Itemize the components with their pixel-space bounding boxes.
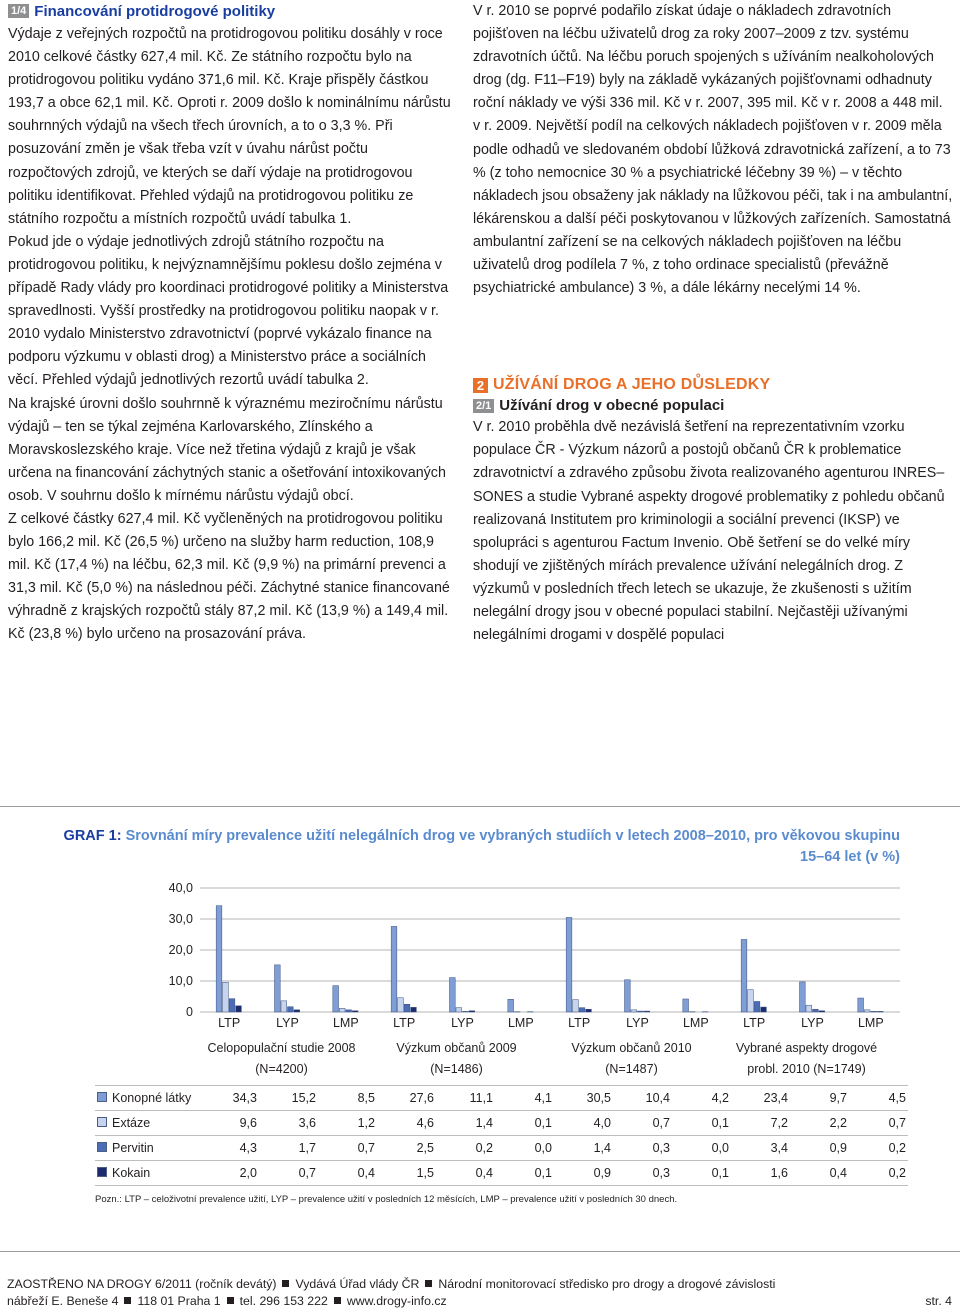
table-cell: 4,1 xyxy=(495,1086,554,1111)
table-cell: 0,0 xyxy=(495,1136,554,1161)
bar-kokain xyxy=(411,1007,417,1012)
graph-title xyxy=(60,826,900,868)
table-cell: 9,6 xyxy=(200,1111,259,1136)
bar-pervitin xyxy=(754,1001,760,1012)
subsection-title: Užívání drog v obecné populaci xyxy=(499,397,725,415)
table-cell: 0,1 xyxy=(495,1111,554,1136)
right-column xyxy=(473,0,953,647)
series-label xyxy=(95,1136,200,1161)
bar-konopné-látky xyxy=(741,939,747,1012)
bar-konopné-látky xyxy=(566,917,572,1012)
table-cell: 0,2 xyxy=(849,1161,908,1186)
bar-pervitin xyxy=(813,1009,819,1012)
table-cell: 23,4 xyxy=(731,1086,790,1111)
group-label: Výzkum občanů 2010 xyxy=(571,1041,692,1055)
divider-top xyxy=(0,806,960,807)
paragraph: V r. 2010 se poprvé podařilo získat údaje o nákladech zdravotních pojišťoven na léčbu uživatelů drog za roky 2007–2009 z tzv. systému zdravotních účtů. Na léčbu poruch spojených s užíváním nealkoholových drog (dg. F11–F19) byly na základě vykázaných pojišťovnami odhadnuty roční náklady ve výši 336 mil. Kč v r. 2007, 395 mil. Kč v r. 2008 a 448 mil. v r. 2009. Největší podíl na celkových nákladech pojišťoven v r. 2009 měla podle odhadů ve sledovaném období lůžková zdravotnická zařízení, a to 73 % (z toho nemocnice 30 % a psychiatrické léčebny 39 %) – v těchto nákladech jsou obsaženy jak náklady na lůžkovou péči, tak i na ambulantní, lékárenskou a další péči poskytovanou v lůžkových zařízeních. Samostatná ambulantní zařízení se na celkových nákladech pojišťoven na léčbu uživatelů drog podílela 7 %, z toho ordinace specialistů (převážně psychiatrické ambulance) 3 %, a dále lékárny necelými 14 %. xyxy=(473,3,953,297)
y-tick-label: 0 xyxy=(186,1005,193,1019)
y-tick-label: 10,0 xyxy=(168,974,193,988)
legend-swatch xyxy=(97,1167,107,1177)
table-cell: 1,4 xyxy=(436,1111,495,1136)
subsection-badge: 2/1 xyxy=(473,399,494,413)
table-cell: 1,6 xyxy=(731,1161,790,1186)
chapter-heading xyxy=(473,376,953,394)
bar-kokain xyxy=(819,1011,825,1012)
table-cell: 9,7 xyxy=(790,1086,849,1111)
table-cell: 0,2 xyxy=(436,1136,495,1161)
bar-chart xyxy=(0,875,960,1085)
table-row xyxy=(95,1086,908,1111)
footer-city: 118 01 Praha 1 xyxy=(137,1294,221,1308)
bullet-icon xyxy=(425,1280,432,1287)
chapter-number: 2 xyxy=(473,378,488,393)
table-cell: 8,5 xyxy=(318,1086,377,1111)
table-cell: 4,3 xyxy=(200,1136,259,1161)
y-tick-label: 20,0 xyxy=(168,943,193,957)
table-cell: 7,2 xyxy=(731,1111,790,1136)
bullet-icon xyxy=(124,1297,131,1304)
group-sample-size: (N=1487) xyxy=(605,1062,658,1076)
x-tick-label: LMP xyxy=(857,1016,884,1030)
footer-journal: ZAOSTŘENO NA DROGY 6/2011 (ročník devátý) xyxy=(7,1277,277,1291)
legend-swatch xyxy=(97,1092,107,1102)
bar-kokain xyxy=(352,1011,358,1012)
x-tick-label: LYP xyxy=(626,1016,649,1030)
bar-extáze xyxy=(748,990,754,1012)
bar-kokain xyxy=(469,1011,475,1012)
bar-extáze xyxy=(339,1008,345,1012)
group-sample-size: (N=4200) xyxy=(255,1062,308,1076)
bar-konopné-látky xyxy=(333,986,339,1012)
table-cell: 0,3 xyxy=(613,1161,672,1186)
table-row xyxy=(95,1136,908,1161)
x-tick-label: LYP xyxy=(801,1016,824,1030)
series-name: Extáze xyxy=(112,1116,151,1130)
bar-pervitin xyxy=(579,1008,585,1012)
bar-extáze xyxy=(398,998,404,1012)
table-cell: 4,6 xyxy=(377,1111,436,1136)
group-label: Výzkum občanů 2009 xyxy=(396,1041,517,1055)
table-cell: 0,1 xyxy=(672,1161,731,1186)
footer-center: Národní monitorovací středisko pro drogy a drogové závislosti xyxy=(438,1277,776,1291)
table-cell: 0,9 xyxy=(554,1161,613,1186)
table-cell: 1,2 xyxy=(318,1111,377,1136)
paragraph: Z celkové částky 627,4 mil. Kč vyčleněných na protidrogovou politiku bylo 166,2 mil. Kč (26,5 %) určeno na služby harm reduction, 108,9 mil. Kč (17,4 %) na léčbu, 62,3 mil. Kč (9,9 %) na primární prevenci a 31,3 mil. Kč (5,0 %) na následnou péči. Záchytné stanice financované výhradně z krajských rozpočtů stály 87,2 mil. Kč (13,9 %) a 149,4 mil. Kč (23,8 %) bylo určeno na prosazování práva. xyxy=(8,510,450,643)
section-badge: 1/4 xyxy=(8,4,29,18)
bullet-icon xyxy=(334,1297,341,1304)
bullet-icon xyxy=(282,1280,289,1287)
x-tick-label: LTP xyxy=(393,1016,416,1030)
bar-konopné-látky xyxy=(508,999,514,1012)
bar-pervitin xyxy=(404,1004,410,1012)
bar-kokain xyxy=(877,1011,883,1012)
bar-pervitin xyxy=(346,1010,352,1012)
bar-konopné-látky xyxy=(275,965,281,1012)
footer-phone: tel. 296 153 222 xyxy=(239,1294,328,1308)
bar-pervitin xyxy=(463,1011,469,1012)
table-cell: 1,4 xyxy=(554,1136,613,1161)
footer-address: nábřeží E. Beneše 4 xyxy=(7,1294,119,1308)
y-tick-label: 30,0 xyxy=(168,912,193,926)
x-tick-label: LYP xyxy=(276,1016,299,1030)
bar-konopné-látky xyxy=(391,926,397,1012)
table-cell: 27,6 xyxy=(377,1086,436,1111)
series-label xyxy=(95,1161,200,1186)
bar-extáze xyxy=(456,1008,462,1012)
group-label: Celopopulační studie 2008 xyxy=(207,1041,356,1055)
x-tick-label: LMP xyxy=(332,1016,359,1030)
table-cell: 3,4 xyxy=(731,1136,790,1161)
x-tick-label: LMP xyxy=(507,1016,534,1030)
table-cell: 4,0 xyxy=(554,1111,613,1136)
series-name: Kokain xyxy=(112,1166,151,1180)
table-cell: 0,7 xyxy=(849,1111,908,1136)
divider-bottom xyxy=(0,1251,960,1252)
table-cell: 1,5 xyxy=(377,1161,436,1186)
y-tick-label: 40,0 xyxy=(168,881,193,895)
bar-pervitin xyxy=(288,1007,294,1012)
table-cell: 1,7 xyxy=(259,1136,318,1161)
table-cell: 0,1 xyxy=(672,1111,731,1136)
bar-pervitin xyxy=(229,999,235,1012)
table-cell: 15,2 xyxy=(259,1086,318,1111)
table-cell: 0,4 xyxy=(436,1161,495,1186)
paragraph: Pokud jde o výdaje jednotlivých zdrojů státního rozpočtu na protidrogovou politiku, k nejvýznamnějšímu poklesu došlo zejména v případě Rady vlády pro koordinaci protidrogové politiky a Ministerstva spravedlnosti. Vyšší prostředky na protidrogovou politiku naopak v r. 2010 vydalo Ministerstvo zdravotnictví (poprvé vykázalo finance na podporu výzkumu v oblasti drog) a Ministerstvo práce a sociálních věcí. Přehled výdajů jednotlivých rezortů uvádí tabulka 2. xyxy=(8,233,449,389)
table-cell: 0,7 xyxy=(318,1136,377,1161)
table-row xyxy=(95,1111,908,1136)
bar-kokain xyxy=(586,1009,592,1012)
bar-pervitin xyxy=(871,1011,877,1012)
section-title: Financování protidrogové politiky xyxy=(34,2,276,20)
bar-extáze xyxy=(631,1010,637,1012)
section-heading xyxy=(8,0,453,22)
table-cell: 0,4 xyxy=(318,1161,377,1186)
bar-extáze xyxy=(864,1010,870,1012)
subsection-heading xyxy=(473,397,953,414)
table-cell: 0,1 xyxy=(495,1161,554,1186)
table-cell: 10,4 xyxy=(613,1086,672,1111)
bar-extáze xyxy=(223,982,229,1012)
bar-konopné-látky xyxy=(450,978,456,1012)
bar-konopné-látky xyxy=(858,998,864,1012)
series-name: Pervitin xyxy=(112,1141,154,1155)
legend-swatch xyxy=(97,1117,107,1127)
table-cell: 4,2 xyxy=(672,1086,731,1111)
bar-extáze xyxy=(573,1000,579,1012)
bar-kokain xyxy=(761,1007,767,1012)
bar-extáze xyxy=(806,1005,812,1012)
paragraph: V r. 2010 proběhla dvě nezávislá šetření na reprezentativním vzorku populace ČR - Výzkum názorů a postojů občanů ČR k problematice zdravotnictví a zdravého způsobu života realizovaného agenturou INRES–SONES a studie Vybrané aspekty drogové problematiky z pohledu občanů realizovaná Institutem pro kriminologii a sociální prevenci (IKSP) ve spolupráci s agenturou Factum Invenio. Obě šetření se do velké míry shodují ve zjištěných mírách prevalence užívání nelegálních drog. Z výzkumů v posledních třech letech se ukazuje, že zkušenosti s užitím nelegální drogy jsou v obecné populaci stabilní. Nejčastěji užívanými nelegálními drogami v dospělé populaci xyxy=(473,419,945,644)
table-cell: 2,0 xyxy=(200,1161,259,1186)
bar-konopné-látky xyxy=(683,999,689,1012)
x-tick-label: LTP xyxy=(743,1016,766,1030)
table-cell: 0,7 xyxy=(259,1161,318,1186)
table-cell: 11,1 xyxy=(436,1086,495,1111)
bar-konopné-látky xyxy=(800,982,806,1012)
bar-kokain xyxy=(644,1011,650,1012)
footer xyxy=(7,1276,952,1310)
table-cell: 0,9 xyxy=(790,1136,849,1161)
table-cell: 30,5 xyxy=(554,1086,613,1111)
paragraph: Na krajské úrovni došlo souhrnně k výraznému meziročnímu nárůstu výdajů – ten se týkal zejména Karlovarského, Zlínského a Moravskoslezského kraje. Více než třetina výdajů z krajů je však určena na financování záchytných stanic a ošetřování intoxikovaných osob. V souhrnu došlo k mírnému nárůstu výdajů obcí. xyxy=(8,395,446,504)
page-number: str. 4 xyxy=(925,1294,952,1308)
table-cell: 0,2 xyxy=(849,1136,908,1161)
bar-extáze xyxy=(281,1001,287,1012)
graph-title-text: Srovnání míry prevalence užití nelegálních drog ve vybraných studiích v letech 2008–2010, pro věkovou skupinu 15–64 let (v %) xyxy=(125,828,900,865)
x-tick-label: LTP xyxy=(568,1016,591,1030)
bullet-icon xyxy=(227,1297,234,1304)
group-label: Vybrané aspekty drogové xyxy=(735,1041,878,1055)
table-row xyxy=(95,1161,908,1186)
paragraph: Výdaje z veřejných rozpočtů na protidrogovou politiku dosáhly v roce 2010 celkové částky 627,4 mil. Kč. Ze státního rozpočtu bylo na protidrogovou politiku vydáno 371,6 mil. Kč. Kraje přispěly částkou 193,7 a obce 62,1 mil. Kč. Oproti r. 2009 došlo k nominálnímu nárůstu souhrnných výdajů na všech třech úrovních, a to o 3,3 %. Při posuzování změn je však třeba vzít v úvahu nárůst počtu rozpočtových zdrojů, ve kterých se daří výdaje na protidrogovou politiku identifikovat. Přehled výdajů na protidrogovou politiku ze státního rozpočtu a místních rozpočtů uvádí tabulka 1. xyxy=(8,26,451,227)
table-cell: 3,6 xyxy=(259,1111,318,1136)
chapter-title: UŽÍVÁNÍ DROG A JEHO DŮSLEDKY xyxy=(493,376,771,394)
series-label xyxy=(95,1086,200,1111)
series-name: Konopné látky xyxy=(112,1091,192,1105)
footer-publisher: Vydává Úřad vlády ČR xyxy=(295,1277,420,1291)
group-sample-size: probl. 2010 (N=1749) xyxy=(747,1062,866,1076)
footer-website[interactable]: www.drogy-info.cz xyxy=(346,1294,447,1308)
bar-konopné-látky xyxy=(625,980,631,1012)
bar-kokain xyxy=(236,1006,242,1012)
chart-note: Pozn.: LTP – celoživotní prevalence užití, LYP – prevalence užití v posledních 12 měsících, LMP – prevalence užití v posledních 30 dnech. xyxy=(95,1194,678,1205)
table-cell: 0,7 xyxy=(613,1111,672,1136)
left-column xyxy=(8,0,453,647)
chart-data-table xyxy=(95,1085,908,1186)
bar-konopné-látky xyxy=(216,906,222,1012)
graph-label: GRAF 1: xyxy=(63,828,122,844)
table-cell: 0,3 xyxy=(613,1136,672,1161)
series-label xyxy=(95,1111,200,1136)
x-tick-label: LTP xyxy=(218,1016,241,1030)
x-tick-label: LMP xyxy=(682,1016,709,1030)
table-cell: 0,4 xyxy=(790,1161,849,1186)
table-cell: 34,3 xyxy=(200,1086,259,1111)
group-sample-size: (N=1486) xyxy=(430,1062,483,1076)
x-tick-label: LYP xyxy=(451,1016,474,1030)
table-cell: 0,0 xyxy=(672,1136,731,1161)
bar-kokain xyxy=(294,1010,300,1012)
table-cell: 2,5 xyxy=(377,1136,436,1161)
bar-pervitin xyxy=(638,1011,644,1012)
table-cell: 2,2 xyxy=(790,1111,849,1136)
legend-swatch xyxy=(97,1142,107,1152)
table-cell: 4,5 xyxy=(849,1086,908,1111)
